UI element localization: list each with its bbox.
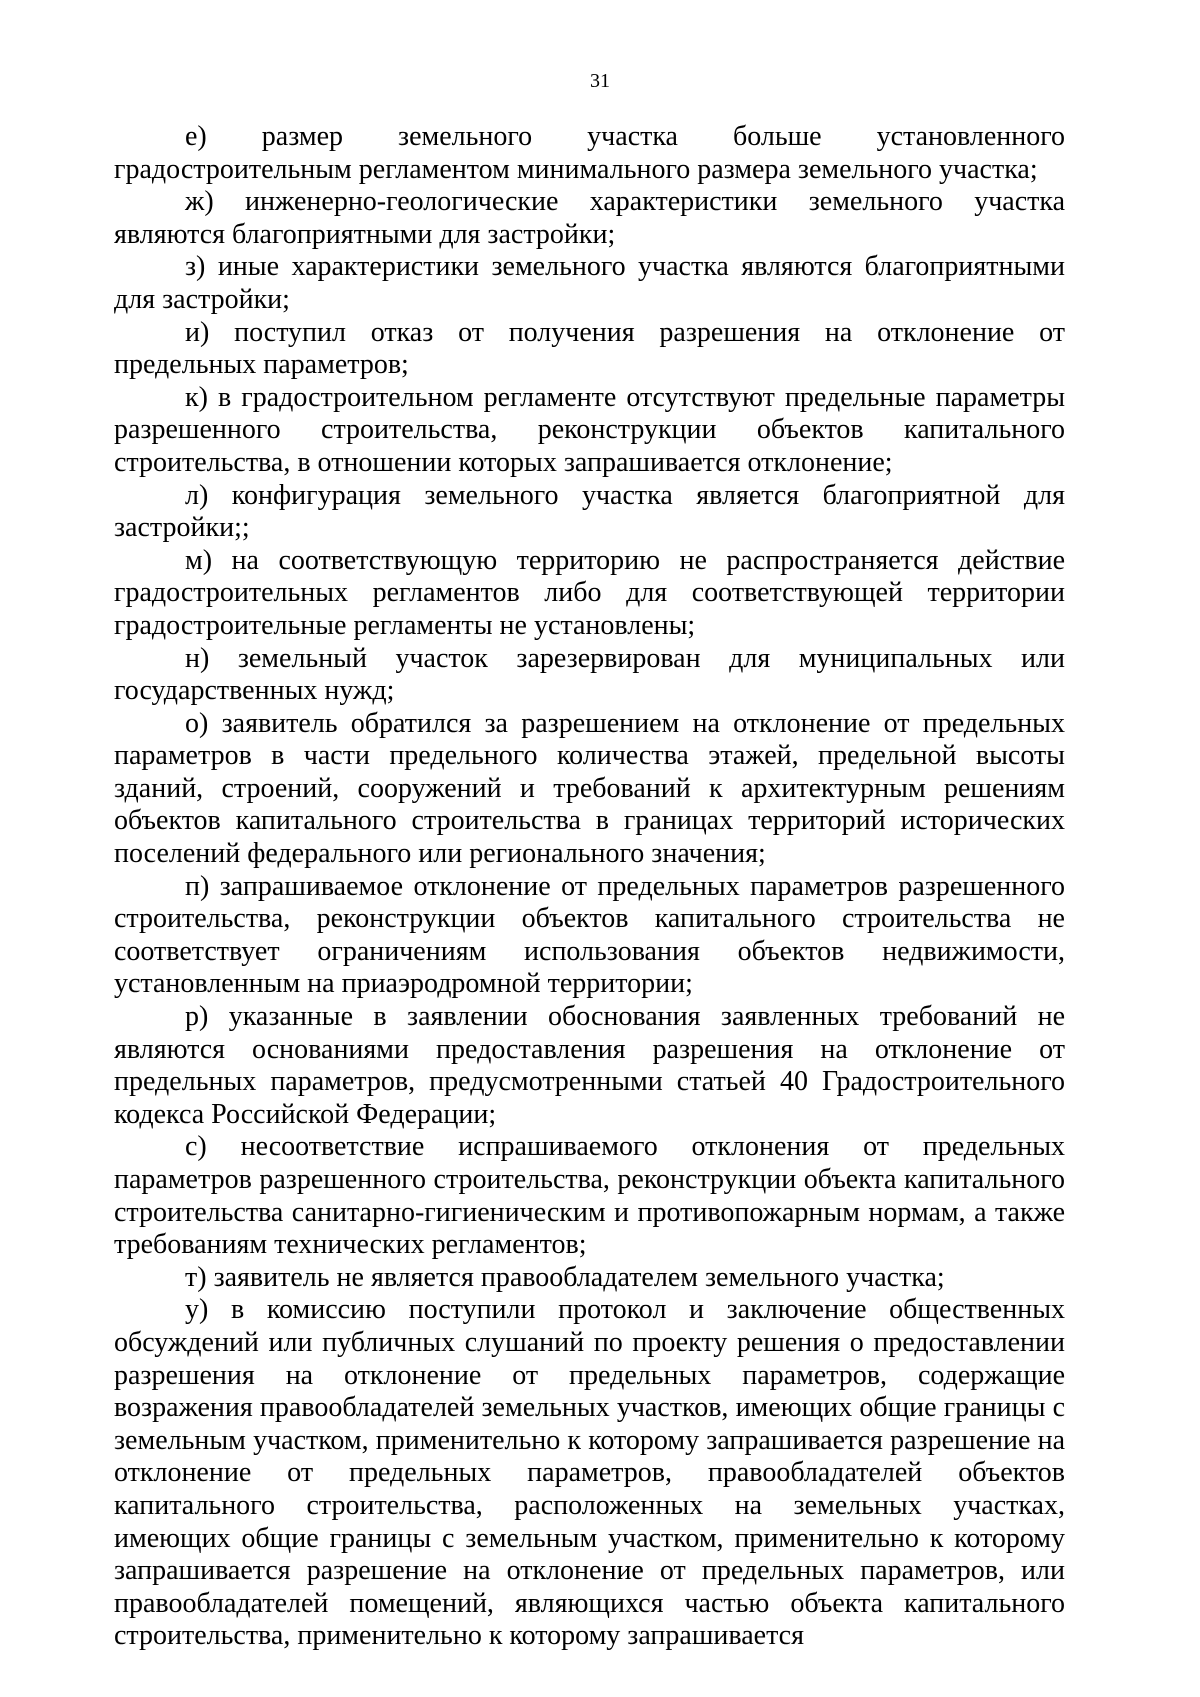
item-text: конфигурация земельного участка является благоприятной для застройки;; (114, 479, 1066, 544)
list-item (114, 871, 1065, 1001)
list-item (114, 480, 1065, 545)
document-body (114, 121, 1065, 1653)
page-number: 31 (590, 70, 610, 92)
item-text: иные характеристики земельного участка являются благоприятными для застройки; (114, 251, 1065, 315)
item-marker: о) (185, 707, 209, 739)
item-marker: ж) (185, 186, 214, 218)
item-text: несоответствие испрашиваемого отклонения от предельных параметров разрешенного строительства, реконструкции объекта капитального строительства санитарно-гигиеническим и противопожарным нормам, а также требованиям технических регламентов; (114, 1131, 1065, 1261)
list-item (114, 317, 1065, 382)
list-item (114, 708, 1065, 871)
item-marker: и) (185, 316, 210, 348)
item-marker: у) (185, 1294, 209, 1326)
item-text: в градостроительном регламенте отсутствуют предельные параметры разрешенного строительства, реконструкции объектов капитального строительства, в отношении которых запрашивается отклонение; (114, 381, 1066, 478)
item-text: земельный участок зарезервирован для муниципальных или государственных нужд; (114, 642, 1065, 707)
item-text: в комиссию поступили протокол и заключение общественных обсуждений или публичных слушаний по проекту решения о предоставлении разрешения на отклонение от предельных параметров, содержащие возражения правообладателей земельных участков, имеющих общие границы с земельным участком, применительно к которому запрашивается разрешение на отклонение от предельных параметров, правообладателей объектов капитального строительства, расположенных на земельных участках, имеющих общие границы с земельным участком, применительно к которому запрашивается разрешение на отклонение от предельных параметров, или правообладателей помещений, являющихся частью объекта капитального строительства, применительно к которому запрашивается (114, 1294, 1066, 1652)
list-item (114, 186, 1065, 251)
item-text: заявитель обратился за разрешением на отклонение от предельных параметров в части предельного количества этажей, предельной высоты зданий, строений, сооружений и требований к архитектурным решениям объектов капитального строительства в границах территорий исторических поселений федерального или регионального значения; (114, 707, 1065, 870)
item-text: инженерно-геологические характеристики земельного участка являются благоприятными для застройки; (114, 186, 1065, 250)
item-marker: н) (185, 642, 210, 674)
item-marker: р) (185, 1001, 209, 1033)
item-text: указанные в заявлении обоснования заявленных требований не являются основаниями предоставления разрешения на отклонение от предельных параметров, предусмотренными статьей 40 Градостроительного кодекса Российской Федерации; (114, 1001, 1065, 1130)
list-item (114, 1294, 1065, 1653)
item-text: на соответствующую территорию не распространяется действие градостроительных регламентов либо для соответствующей территории градостроительные регламенты не установлены; (114, 544, 1066, 641)
item-marker: е) (185, 121, 207, 152)
item-text: размер земельного участка больше установленного градостроительным регламентом минимального размера земельного участка; (114, 121, 1066, 185)
item-text: поступил отказ от получения разрешения на отклонение от предельных параметров; (114, 316, 1065, 381)
item-marker: к) (185, 381, 208, 413)
item-marker: з) (185, 251, 206, 283)
item-marker: т) (185, 1261, 207, 1293)
item-text: запрашиваемое отклонение от предельных параметров разрешенного строительства, реконструкции объектов капитального строительства не соответствует ограничениям использования объектов недвижимости, установленным на приаэродромной территории; (114, 870, 1066, 1000)
item-marker: с) (185, 1131, 207, 1163)
item-text: заявитель не является правообладателем земельного участка; (213, 1261, 945, 1293)
list-item (114, 545, 1065, 643)
list-item (114, 382, 1065, 480)
list-item (114, 1001, 1065, 1131)
item-marker: л) (185, 479, 209, 511)
list-item (114, 643, 1065, 708)
list-item (114, 1131, 1065, 1261)
list-item (114, 251, 1065, 316)
item-marker: п) (185, 870, 210, 902)
list-item (114, 121, 1065, 186)
item-marker: м) (185, 544, 213, 576)
list-item (114, 1262, 1065, 1295)
